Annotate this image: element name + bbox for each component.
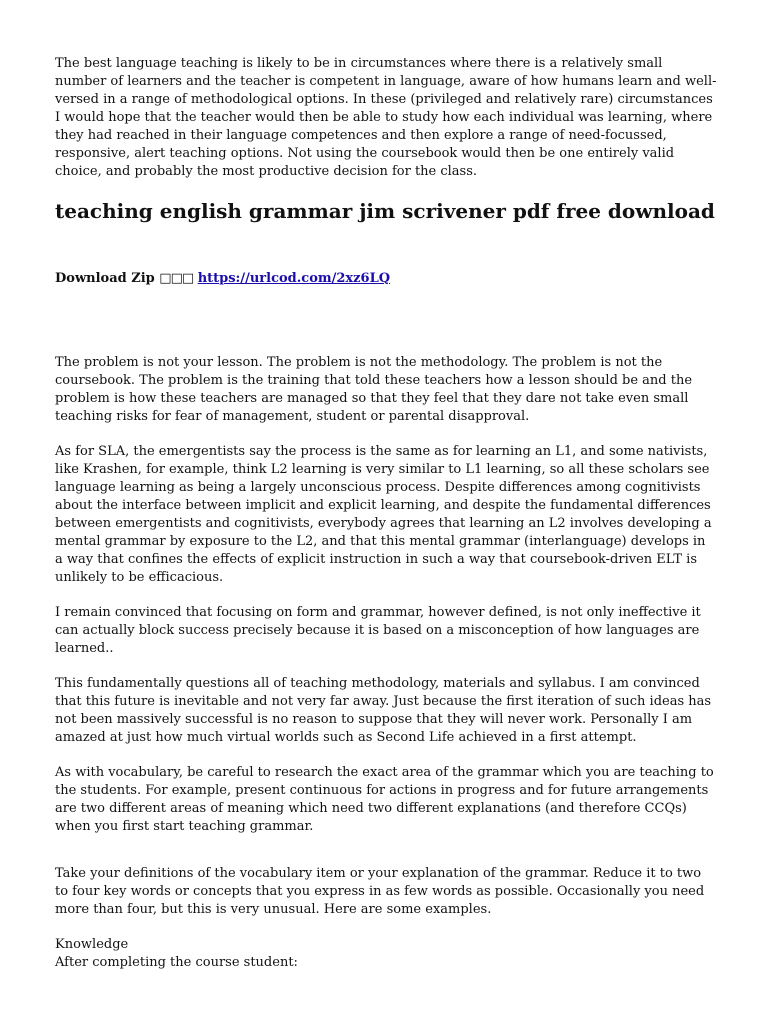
body-paragraph-1: The problem is not your lesson. The problem is not the methodology. The problem is not the coursebook. The problem is the training that told these teachers how a lesson should be and the problem is how these teachers are managed so that they feel that they dare not take even small teaching risks for fear of management, student or parental disapproval.: [55, 355, 693, 424]
download-label: Download Zip: [55, 271, 155, 286]
body-paragraph-4: This fundamentally questions all of teaching methodology, materials and syllabus. I am convinced that this future is inevitable and not very far away. Just because the first iteration of such ideas has not been massively successful is no reason to suppose that they will never work. Personally I am amazed at just how much virtual worlds such as Second Life achieved in a first attempt.: [55, 676, 712, 745]
body-paragraph-6: Take your definitions of the vocabulary item or your explanation of the grammar. Reduce it to two to four key words or concepts that you express in as few words as possible. Occasionally you need more than four, but this is very unusual. Here are some examples.: [55, 866, 705, 917]
outcomes-block: [55, 936, 717, 972]
document-page: [55, 55, 717, 972]
download-link[interactable]: https://urlcod.com/2xz6LQ: [197, 271, 391, 286]
intro-paragraph: The best language teaching is likely to be in circumstances where there is a relatively small number of learners and the teacher is competent in language, aware of how humans learn and well-versed in a range of methodological options. In these (privileged and relatively rare) circumstances I would hope that the teacher would then be able to study how each individual was learning, where they had reached in their language competences and then explore a range of need-focussed, responsive, alert teaching options. Not using the coursebook would then be one entirely valid choice, and probably the most productive decision for the class.: [55, 56, 717, 179]
body-paragraph-5: As with vocabulary, be careful to research the exact area of the grammar which you are teaching to the students. For example, present continuous for actions in progress and for future arrangements are two different areas of meaning which need two different explanations (and therefore CCQs) when you first start teaching grammar.: [55, 765, 714, 834]
body-paragraph-3: I remain convinced that focusing on form and grammar, however defined, is not only ineffective it can actually block success precisely because it is based on a misconception of how languages are learned..: [55, 605, 701, 656]
missing-glyph-icons: □□□: [159, 271, 194, 286]
knowledge-heading: Knowledge: [55, 937, 129, 952]
after-completing-line: After completing the course student:: [55, 955, 298, 970]
page-title: teaching english grammar jim scrivener pdf free download: [55, 199, 715, 223]
download-line: [55, 270, 717, 288]
body-paragraph-2: As for SLA, the emergentists say the process is the same as for learning an L1, and some nativists, like Krashen, for example, think L2 learning is very similar to L1 learning, so all these scholars see language learning as being a largely unconscious process. Despite differences among cognitivists about the interface between implicit and explicit learning, and despite the fundamental differences between emergentists and cognitivists, everybody agrees that learning an L2 involves developing a mental grammar by exposure to the L2, and that this mental grammar (interlanguage) develops in a way that confines the effects of explicit instruction in such a way that coursebook-driven ELT is unlikely to be efficacious.: [55, 444, 712, 585]
